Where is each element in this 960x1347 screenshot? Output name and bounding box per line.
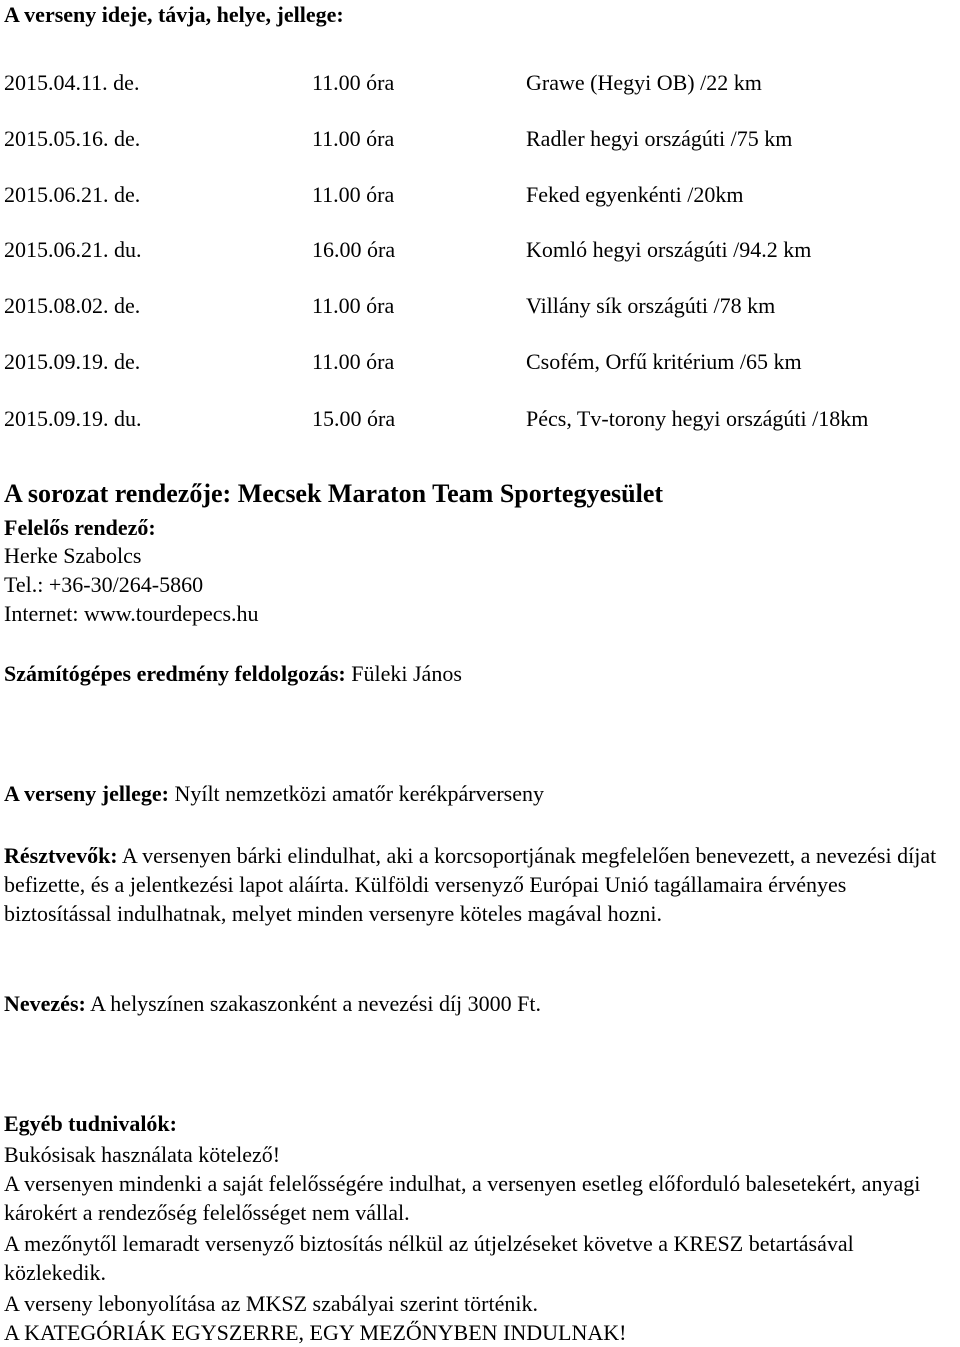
participants-label: Résztvevők:: [4, 843, 118, 868]
schedule-date: 2015.09.19. de.: [4, 349, 141, 374]
schedule-date: 2015.04.11. de.: [4, 70, 140, 95]
schedule-date: 2015.08.02. de.: [4, 293, 141, 318]
participants-text: A versenyen bárki elindulhat, aki a korcsoportjának megfelelően benevezett, a nevezési díjat befizette, és a jelentkezési lapot aláírta. Külföldi versenyző Európai Unió tagállamaira érvényes biztosítással indulhatnak, melyet minden versenyre köteles magával hozni.: [4, 843, 937, 926]
entry-line: [4, 990, 541, 1018]
organizer-heading: A sorozat rendezője: Mecsek Maraton Team Sportegyesület: [4, 479, 664, 508]
schedule-event: Komló hegyi országúti /94.2 km: [526, 237, 812, 262]
schedule-event: Pécs, Tv-torony hegyi országúti /18km: [526, 406, 869, 431]
schedule-row: [0, 68, 960, 98]
other-info-line: Bukósisak használata kötelező!: [4, 1142, 281, 1167]
other-info-label: Egyéb tudnivalók:: [4, 1111, 177, 1136]
schedule-event: Grawe (Hegyi OB) /22 km: [526, 70, 762, 95]
schedule-event: Radler hegyi országúti /75 km: [526, 126, 793, 151]
website: Internet: www.tourdepecs.hu: [4, 601, 259, 626]
schedule-event: Csofém, Orfű kritérium /65 km: [526, 349, 802, 374]
entry-label: Nevezés:: [4, 991, 86, 1016]
other-info-line: A mezőnytől lemaradt versenyző biztosítás nélkül az útjelzéseket követve a KRESZ betartásával közlekedik.: [4, 1231, 854, 1285]
schedule-date: 2015.06.21. de.: [4, 182, 141, 207]
other-info-line: A KATEGÓRIÁK EGYSZERRE, EGY MEZŐNYBEN INDULNAK!: [4, 1320, 627, 1345]
other-info-line: A versenyen mindenki a saját felelősségére indulhat, a versenyen esetleg előforduló balesetekért, anyagi károkért a rendezőség felelősséget nem vállal.: [4, 1171, 921, 1225]
character-line: [4, 780, 544, 808]
schedule-time: 11.00 óra: [312, 293, 395, 318]
schedule-date: 2015.05.16. de.: [4, 126, 141, 151]
schedule-row: [0, 347, 960, 377]
section-heading: A verseny ideje, távja, helye, jellege:: [4, 2, 344, 27]
other-info-line: A verseny lebonyolítása az MKSZ szabályai szerint történik.: [4, 1291, 538, 1316]
schedule-row: [0, 404, 960, 434]
entry-value: A helyszínen szakaszonként a nevezési díj 3000 Ft.: [85, 991, 542, 1016]
schedule-time: 11.00 óra: [312, 182, 395, 207]
schedule-row: [0, 235, 960, 265]
processing-line: [4, 660, 462, 688]
schedule-time: 11.00 óra: [312, 126, 395, 151]
schedule-row: [0, 291, 960, 321]
character-value: Nyílt nemzetközi amatőr kerékpárverseny: [168, 781, 545, 806]
participants-paragraph: [4, 841, 956, 928]
schedule-row: [0, 180, 960, 210]
responsible-label: Felelős rendező:: [4, 515, 156, 540]
schedule-time: 11.00 óra: [312, 349, 395, 374]
schedule-event: Feked egyenkénti /20km: [526, 182, 744, 207]
character-label: A verseny jellege:: [4, 781, 169, 806]
schedule-event: Villány sík országúti /78 km: [526, 293, 776, 318]
schedule-date: 2015.09.19. du.: [4, 406, 142, 431]
schedule-time: 11.00 óra: [312, 70, 395, 95]
schedule-date: 2015.06.21. du.: [4, 237, 142, 262]
responsible-name: Herke Szabolcs: [4, 543, 142, 568]
phone-number: Tel.: +36-30/264-5860: [4, 572, 204, 597]
processing-value: Füleki János: [345, 661, 462, 686]
schedule-time: 15.00 óra: [312, 406, 396, 431]
processing-label: Számítógépes eredmény feldolgozás:: [4, 661, 346, 686]
schedule-time: 16.00 óra: [312, 237, 396, 262]
schedule-row: [0, 124, 960, 154]
